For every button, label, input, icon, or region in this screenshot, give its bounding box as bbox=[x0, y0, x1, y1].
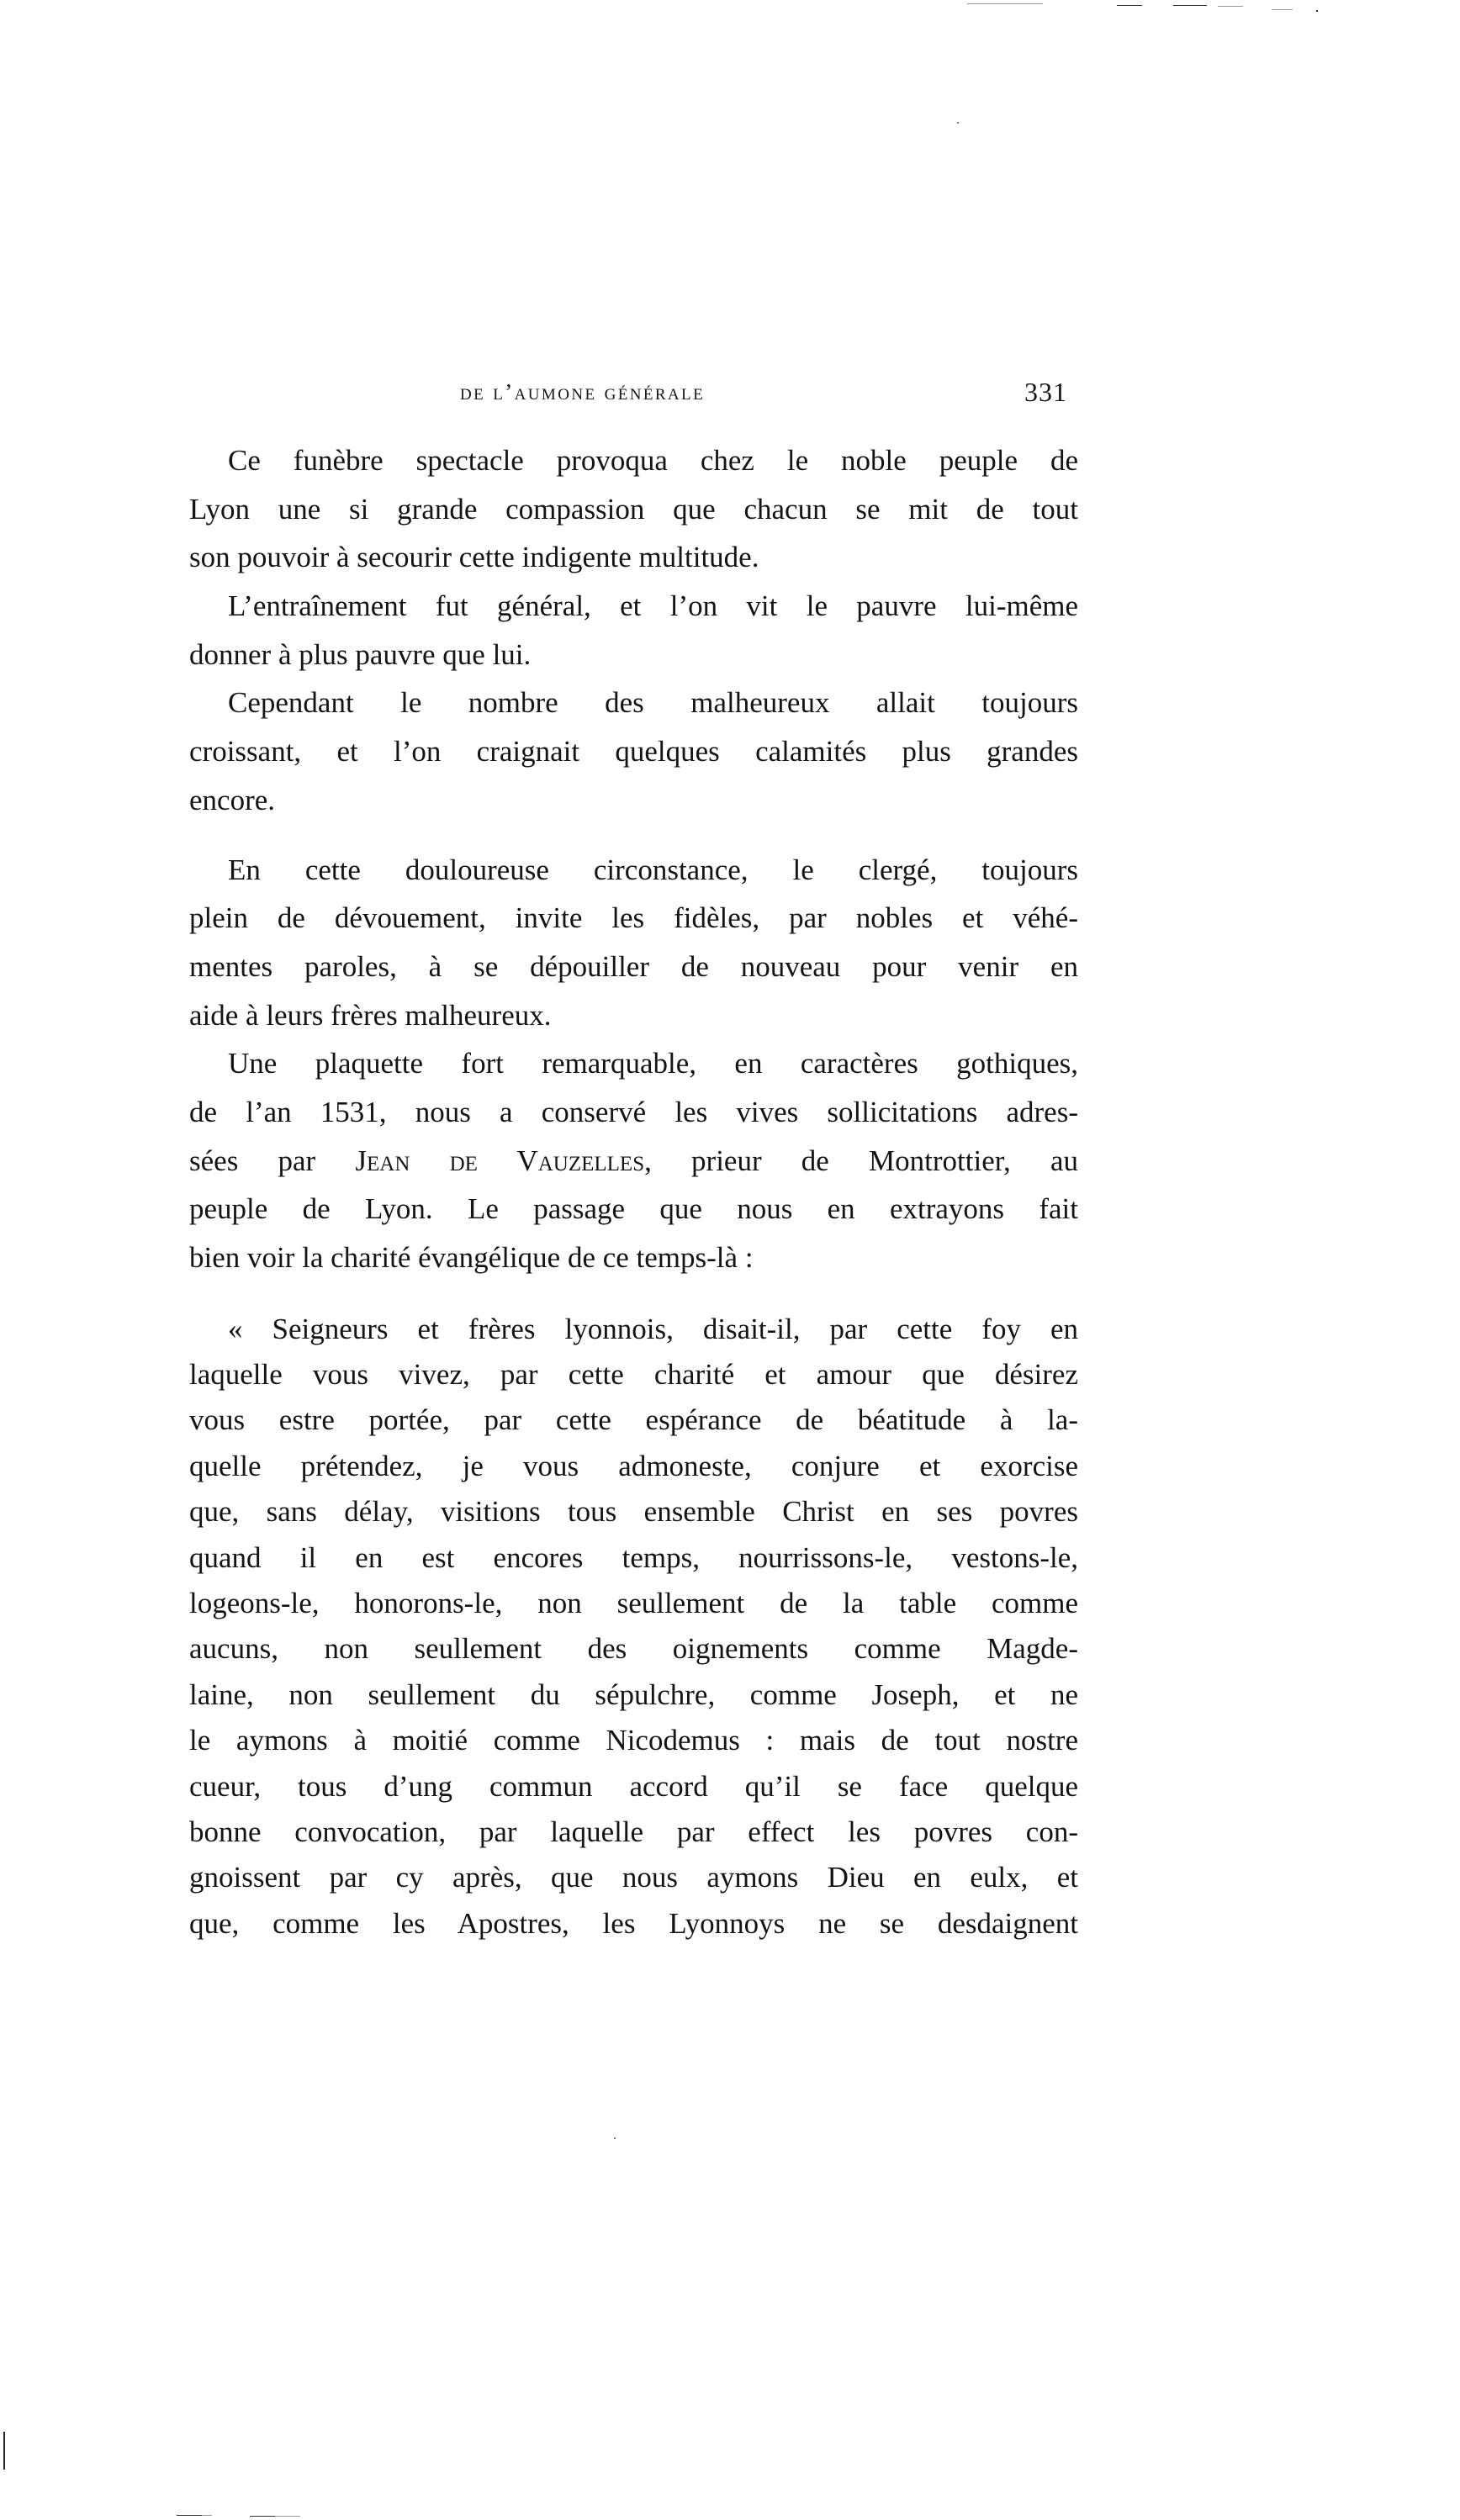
scan-artifact bbox=[250, 2516, 275, 2517]
quotation bbox=[189, 1307, 1078, 1947]
text-line: Une plaquette fort remarquable, en caractères gothiques, bbox=[228, 1047, 1078, 1080]
paragraph-4 bbox=[189, 846, 1078, 1040]
text-line: peuple de Lyon. Le passage que nous en extrayons fait bbox=[189, 1192, 1078, 1226]
text-line: logeons-le, honorons-le, non seullement de la table comme bbox=[189, 1587, 1078, 1620]
text-line: L’entraînement fut général, et l’on vit le pauvre lui-même bbox=[228, 589, 1078, 623]
author-name: Jean de Vauzelles bbox=[355, 1144, 645, 1177]
scan-speck bbox=[957, 122, 959, 124]
text-line: laquelle vous vivez, par cette charité et amour que désirez bbox=[189, 1358, 1078, 1392]
scan-artifact bbox=[1218, 6, 1243, 7]
text-line: aucuns, non seullement des oignements comme Magde- bbox=[189, 1632, 1078, 1666]
text-line: cueur, tous d’ung commun accord qu’il se face quelque bbox=[189, 1769, 1078, 1803]
text-line: bien voir la charité évangélique de ce temps-là : bbox=[189, 1241, 754, 1274]
paragraph-3 bbox=[189, 679, 1078, 824]
paragraph-2 bbox=[189, 582, 1078, 679]
page-number: 331 bbox=[1024, 377, 1067, 407]
text-line: quelle prétendez, je vous admoneste, conjure et exorcise bbox=[189, 1449, 1078, 1482]
text-line: En cette douloureuse circonstance, le clergé, toujours bbox=[228, 853, 1078, 886]
text-line: bonne convocation, par laquelle par effect les povres con- bbox=[189, 1815, 1078, 1848]
text-line: son pouvoir à secourir cette indigente multitude. bbox=[189, 541, 759, 574]
text-line: Ce funèbre spectacle provoqua chez le noble peuple de bbox=[228, 444, 1078, 477]
text-line: donner à plus pauvre que lui. bbox=[189, 637, 532, 671]
scan-artifact bbox=[177, 2515, 202, 2516]
running-title: de l’aumone générale bbox=[460, 379, 706, 404]
text-line: encore. bbox=[189, 783, 276, 816]
text-line: « Seigneurs et frères lyonnois, disait-il, par cette foy en bbox=[228, 1312, 1078, 1345]
section-gap bbox=[189, 825, 1078, 846]
text-line: laine, non seullement du sépulchre, comme Joseph, et ne bbox=[189, 1677, 1078, 1711]
text-line bbox=[189, 1137, 1078, 1186]
scan-artifact bbox=[967, 3, 1043, 4]
scan-edge-line bbox=[3, 2432, 5, 2470]
text-line: mentes paroles, à se dépouiller de nouveau pour venir en bbox=[189, 949, 1078, 983]
text-line: de l’an 1531, nous a conservé les vives sollicitations adres- bbox=[189, 1095, 1078, 1128]
running-head bbox=[189, 375, 1078, 409]
text-segment: , prieur de Montrottier, au bbox=[644, 1144, 1078, 1177]
text-line: Cependant le nombre des malheureux allait toujours bbox=[228, 686, 1078, 720]
text-line: croissant, et l’on craignait quelques calamités plus grandes bbox=[189, 735, 1078, 769]
text-line: que, sans délay, visitions tous ensemble Christ en ses povres bbox=[189, 1495, 1078, 1529]
paragraph-1 bbox=[189, 436, 1078, 582]
scan-artifact bbox=[1117, 5, 1142, 6]
body-text bbox=[189, 436, 1078, 1947]
paragraph-5 bbox=[189, 1039, 1078, 1281]
text-line: vous estre portée, par cette espérance de béatitude à la- bbox=[189, 1403, 1078, 1437]
text-line: plein de dévouement, invite les fidèles, par nobles et véhé- bbox=[189, 901, 1078, 935]
scan-artifact bbox=[202, 2515, 212, 2516]
scan-speck bbox=[614, 2137, 616, 2139]
text-segment: sées par bbox=[189, 1144, 356, 1177]
text-line: Lyon une si grande compassion que chacun se mit de tout bbox=[189, 492, 1078, 526]
scan-speck bbox=[1316, 10, 1318, 12]
scan-artifact bbox=[1173, 5, 1207, 6]
scan-artifact bbox=[1272, 9, 1293, 10]
text-line: le aymons à moitié comme Nicodemus : mais de tout nostre bbox=[189, 1724, 1078, 1757]
scan-artifact bbox=[275, 2516, 300, 2517]
text-line: aide à leurs frères malheureux. bbox=[189, 998, 552, 1032]
text-line: que, comme les Apostres, les Lyonnoys ne se desdaignent bbox=[189, 1906, 1078, 1940]
text-line: quand il en est encores temps, nourrissons-le, vestons-le, bbox=[189, 1540, 1078, 1574]
section-gap bbox=[189, 1282, 1078, 1307]
text-line: gnoissent par cy après, que nous aymons Dieu en eulx, et bbox=[189, 1861, 1078, 1894]
